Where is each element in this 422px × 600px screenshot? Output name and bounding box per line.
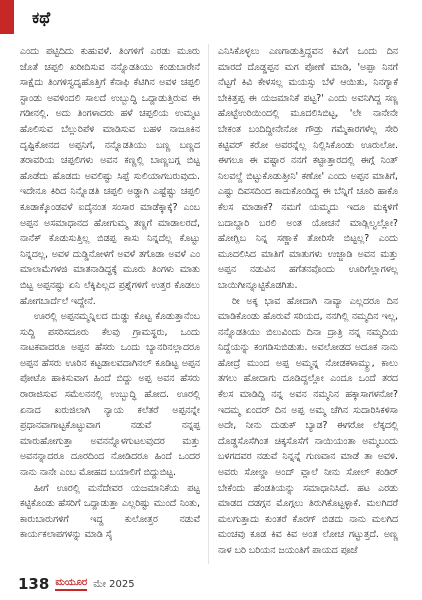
magazine-logo: ಮಯೂರ — [55, 577, 87, 591]
right-column — [218, 44, 398, 559]
page-number: 138 — [18, 575, 50, 593]
paragraph: ಹೀಗೆ ಊರಲ್ಲಿ ಮನೆದೇವರ ಯಜಮಾನಿಕೆಯ ಪಟ್ಟ ಕಟ್ಟಿಕೊಂಡು ಹೆಸರಿಗೆ ಒದ್ದಾಡುತ್ತಾ ಎಲ್ಲರಿಷ್ಟು ಮುಂದೆ ನಿಂತು, ಕಾರುಬಾರುಗಳಿಗೆ ಇದ್ದ ಕುಲೋತ್ತರ ನಡುವೆ ಕಾರ್ಯಕಲಾಪಗಳನ್ನು ಮಾಡಿ ಸೈ — [20, 482, 200, 541]
page-footer — [18, 573, 218, 595]
paragraph: ಎಂದು ಪಟ್ಟಿದಿದು ಕುಹುವಳೆ. ತಿಂಗಳಿಗೆ ಎರಡು ಮೂರು ಜೊತೆ ಚಪ್ಪಲಿ ಖರೀದಿಸುವ ನನ್ನೊಡತಿಯು ಕಂಡುಬಾರೇನೆ ಸಾಕ್ಷೆದು ತಿಂಗಳಿಸ್ವದೃಹೊತ್ತಿಗೆ ಕೆನಾಫಿ ಕೆಟಿಗಿನ ಅವಳ ಚಪ್ಪಲಿ ಸ್ಟಾಂಡು ಅವಳಿಂದಲಿ ಸಾಲದೆ ಉಬ್ಬುದ್ಧಿ ಒದ್ದಾಡುತ್ತಿರುವ ಈ ಗಡೀನಲ್ಲಿ. ಅದು ತಿಂಗಳಾದರು ಹಳೆ ಚಪ್ಪಲಿಯ ಉಮ್ಮಟ ಹೊಲಿಸುವ ಬೆಲ್ಲುರಿಪೆಳಿ ಮಾಡಿಸುವ ಬಹಳ ನಾಜೂಕಿನ ದೃಷ್ಟಿಕೋನದ ಅಪ್ಪನಿಗೆ, ನನ್ನೊಡತಿಯು ಬಣ್ಣ ಬಣ್ಣದ ತರಾವರಿಯ ಚಪ್ಪಲಿಗಳು ಅವನ ಕಣ್ಣಲ್ಲಿ ಬಾಣ್ಣಬಗ್ಗ ಬಿಟ್ಟ ಹೊಡೆದು ಹೊಡದು ಅವಲಿಷ್ಟು ಸಿಪ್ಪೆ ಸುಲಿಯಾಗಬರುವುದು. ಇದೇನೂ ಕಿರಿದ ನಿನ್ನೊಡತಿ ಚಪ್ಪಲಿ ಅಡ್ಡಾಗಿ ಎಷ್ಟೆಷ್ಟು ಚಪ್ಪಲಿ ಕೂಡಾಕ್ಕೊಂಡವಳೆ ಐದೈನಂತ ಸಂಸಾರ ಮಾಡೆಕ್ಕಾಕ್ಕೆ? ಎಂಬ ಅಪ್ಪನ ಅಸಮಾಧಾನದ ಹೋಗುಮ್ಮ ತಣ್ಣಗೆ ಮಾಡಾಲರದೆ, ನಾನೆಕ್ ಕೊಡುಸುತ್ತಿಲ್ಲ ಬಿಡಪ್ಪ ಕಾಸು ನಿನ್ನದೆಲ್ಲ ಕೊಟ್ಟು ನಿನ್ನದಲ್ಲ, ಅವಳ ದುಡ್ಡಿನೋಳಗೆ ಅವಳೆ ತಗೊಡಾ ಅವಳೆ ಎಂ ಮಾಲಾಮೆಗಳಜಿ ಮಾತನಾಡಿದ್ಧಕ್ಕೆ ಮೂರು ತಿಂಗಳು ಮಾತು ಬಿಟ್ಟ ಅಪ್ಪನಷ್ಟು ಏನಿ ಲೆಕ್ಕಿಪಿಲ್ಲದ ಪ್ರಶ್ನೆಗಳಿಗೆ ಉತ್ತರ ಕೊಡಲು ಹೋಗಬಾರ್ದೆಲೆ ಇದ್ದೇನೆ. — [20, 46, 200, 307]
section-title: ಕಥೆ — [32, 8, 51, 27]
paragraph: ರೀ ಅಕ್ಕ ಭಾವ ಹೋದಾಗಿ ನಾವ್ಯಾ ಎಲ್ಲದರೂ ದಿನ ಮಾಡಿಕೊಂಡು ಹೊರುವೆ ಸರಿಯದ, ನನಗಿಲ್ಲಿ ನಮ್ಮದಿನ ಇಲ್ಲ, ನನ್ನೊಡತಿಯು ಬಿಲುವಿಂದು ದಿನಾ ದ್ರಾತ್ರಿ ನನ್ನ ನಮ್ಮದಿಯ ನಿದ್ದೆಯನ್ನು ಕಂಗಡಿಸುಬಿಡುತು. ಅವಲೋಡದ ಅದೂಕ ನಾನು ಹೋದ್ರೆ ಮುಂದ ಅಪ್ಪ ಅಮ್ಮನ್ನ ನೋಡಕಳಾಮ್ಮ್ರು, ಕಾಲು ತಗಲು ಹೋದಾಗು ದೂಡಿದ್ದಲ್ಲೋ ಎಂದೂ ಒಂದೆ ತರದ ಕೆಲಸ ಮಾಡಿದ್ದಿ ನನ್ನ ಅವನ ನಮ್ಮನಿನ ಹಕ್ಕಾಸಾಗಳನೋ? ಇದಮ್ಮ ಏಂದರ್ ದಿನ ಅಪ್ಪ ಅಮ್ಮ ಚೆಗಿನ ಸುದಾರಿಸಿಕಳಿಸಾ ಅದೇ, ನೀನು ದುಡುಕ್ ಬ್ಯಾಡ? ಈಗರೋ ಲೆಕ್ಕದಲ್ಲಿ ದೊಡ್ಡಸೊಸೆಗಿಂತ ಚಿಕ್ಕಸೊಸೆಗೆ ನಾಯಿಯಂತಾ ಅಮ್ಮಬಂದು ಬಳಗದವರ ನಡುವೆ ನಿನ್ನನ್ನೆ ಗುಣವಾನ ಮಾಡೆ ತಾ ಅವಳಿ. ಅವರು ಸೋಲ್ಡಾ ಅಂದ್ ವ್ಲಾಲೆ ನೀನು ಸೋಲ್ ಕಂಡಿರ್ ಬೇಕೆಂದು ಹೆಂಡತಿಯನ್ನು ಸಮಾಧಾನಿಸಿದೆ. ಹಟ ಎರಡು ಮಾಡದ ದಡಗ್ಗನ ಮೊಗ್ಗಲು ತಿರುಗಿಕೊಟ್ಟಳ್ಳಾಕೆ. ಮಲಗಿದರೆ ಮಲಗುತ್ತಾದು ಕುಂತರೆ ಕೊರಗ್ ಬಿಡದು ನಾನು ಮಲಗಿದ ಮಂಚವು ಕೂಡ ಕಿವ ಕಿವ ಅಂತ ಲೋಚ ಗಟ್ಟುತ್ತದೆ. ಅಣ್ಣ ನಾಳ ಬರಿ ಬರಿಯನ ಜಯಂತಿಗೆ ಪಾಯದ ಪೂಜೆ — [218, 295, 398, 556]
left-column — [20, 44, 200, 543]
paragraph: ಎನಿಸಿಕೊಳ್ಳಲು ಎಣಗಾಡುತ್ತಿದ್ದವನ ಕಿವಿಗೆ ಒಂದು ದಿನ ಮಾರದೆ ದೊಡ್ಡಪ್ಪನ ಮಗ ಪೋಣೆ ಮಾಡಿ, 'ಅಪ್ಪಾ ನಿನಗೆ ನೆಟ್ಟಗೆ ಕಿವಿ ಕೇಳಸಲ್ಲ ಮಯಸ್ಸು ಬೆಳೆ ಆಯಿತು, ನಿನಗ್ಯಾಕೆ ಬೇಕಿತ್ತಪ್ಪ ಈ ಯಜಮಾನಿಕೆ ಪಟ್ಟ?' ಎಂದು ಅವನಿಗಿದ್ದ ಸಣ್ಣ ಹೊಟ್ಟೆಉರಿಯಿಂದಲ್ಲಿ ಮೂದಲಿಸಿಬಿಟ್ಟ, 'ಲೇ ನಾನೇನೇ ಬೇಕಂತ ಬಂದಿದ್ದೀನೇನೋ ಗೌಡ್ರು ಗಮ್ಮೆಕಾರಗಳೆಲ್ಲ ಸೇರಿ ಕಟ್ಟಿವರ್ ಕರೋ ಅವರನ್ನೆಲ್ಲ ನಿಲ್ಲಿಸಿಕೊಂಡು ಊರುಲೋ. ಈಗಲೂ ಈ ವಷ್ಟಾರ ನನಗೆ ಕಟ್ಟಾತ್ತಾರದಲ್ಲಿ ಈಗ್ಗೆ ನಿಂತ್ ನಿಲವಲ್ದೆ ಬಿಟ್ಟುಕೊಡುತ್ತೀನಿ' ಕಣೋ' ಎಂದು ಅಪ್ಪನ ಮಾತಿಗೆ, ಎಷ್ಟು ದಿವಸದಿಂದ ಕಾದುಕೊಂಡಿದ್ದ ಈ ಬೆನ್ನಿಗೆ ಚೂರಿ ಹಾಕೊ ಕೆಲಸ ಮಾಡಾಕೆ? ನಮಗೆ ಯಮ್ಮದು ಇದೂ ಮಕ್ಕಳಿಗೆ ಬದಾಬ್ದಾರಿ ಬರಲಿ ಅಂತ ಯೋಚನೆ ಮಾಡ್ಲಿಲ್ವಲ್ಲೋ? ಹೋಗ್ಲಿಬ ನಿನ್ನ ಸಣ್ಣಾಕೆ ತೋರಿಸೇ ಬಿಟ್ಟಲ್ಲ? ಎಂದು ಮೂದಲಿಸಿದ ಮಾತಿಗೆ ಮಾತುಗಳು ಉಜ್ಜಾಡಿ ಅವನ ಮತ್ತು ಅಪ್ಪನ ನಡುವಿನ ಹಗೆತನವೊಂದು ಊರಿಗೆಲ್ಲಾಗಳಲ್ಲ ಬಾಯಿಗೀನ್ನೂಟ್ಟಿಕೊಡಗಿತು. — [218, 46, 398, 291]
paragraph: ಊರಲ್ಲಿ ಅಪ್ಪನಮ್ಮನ್ನಿಲದ ದುಡ್ಡು ಕೊಟ್ಟ ಕೊಡುತ್ತಾನೆಂಬ ಸುದ್ದಿ ಪಸರಿಸದೂರು ಕೆಲವು ಗ್ರಾಮಸ್ಥರು, ಒಂದು ನಾಟಕವಾದರೂ ಅಪ್ಪನ ಹೆಸರು ಒಂದು ಬ್ಯಾನರಿನಲ್ಲಾದರೂ ಅಪ್ಪನ ಹೆಸರು ಊರಿನ ಕಟ್ಟಡಾಲವದಾಗಿನಲ್ ಕೂಡಿಟ್ಟ ಅಪ್ಪನ ಪೋಟೊ ಹಾಕಿಸುವಾಗ ಹಿಂದೆ ಬಿದ್ದು ಅಪ್ಪ ಅವನ ಹೆಸರು ರಾರಾಜಿಸುವ ಸಮೆಲನನಲ್ಲಿ ಉಬ್ಬುದ್ಧಿ ಹೋದ. ಊರಲ್ಲಿ ಏನಾದ ಖರುಜಿಲಾಗಿ ನ್ಯಾಯ ಕಲೆತರೆ ಅಪ್ಪನನ್ನೇ ಪ್ರಧಾನವಾಗಾಟ್ಟಕೊಟ್ಟುವಾಗ ನಡುವೆ ನನ್ನಪ್ಪ ಮಾರುಹೋಗುತ್ತಾ ಅವನನ್ನೊಳಗುಟಲವುದರ ಮತ್ತು ಅವನನ್ನಾದರೂ ದೂರದಿಂದ ನೋಡಿದರೂ ಹಿಂದೆ ಒಂದರ ನಾನು ನಾನೇ ಎಂಬ ಮೋಹದ ಬಯಾಲಿಗೆ ಬಿದ್ದುಬಿಟ್ಟ. — [20, 311, 200, 479]
issue-date: ಮೇ 2025 — [93, 578, 135, 590]
column-divider — [208, 44, 209, 564]
section-accent-bar — [0, 0, 14, 34]
page-header — [0, 0, 422, 34]
